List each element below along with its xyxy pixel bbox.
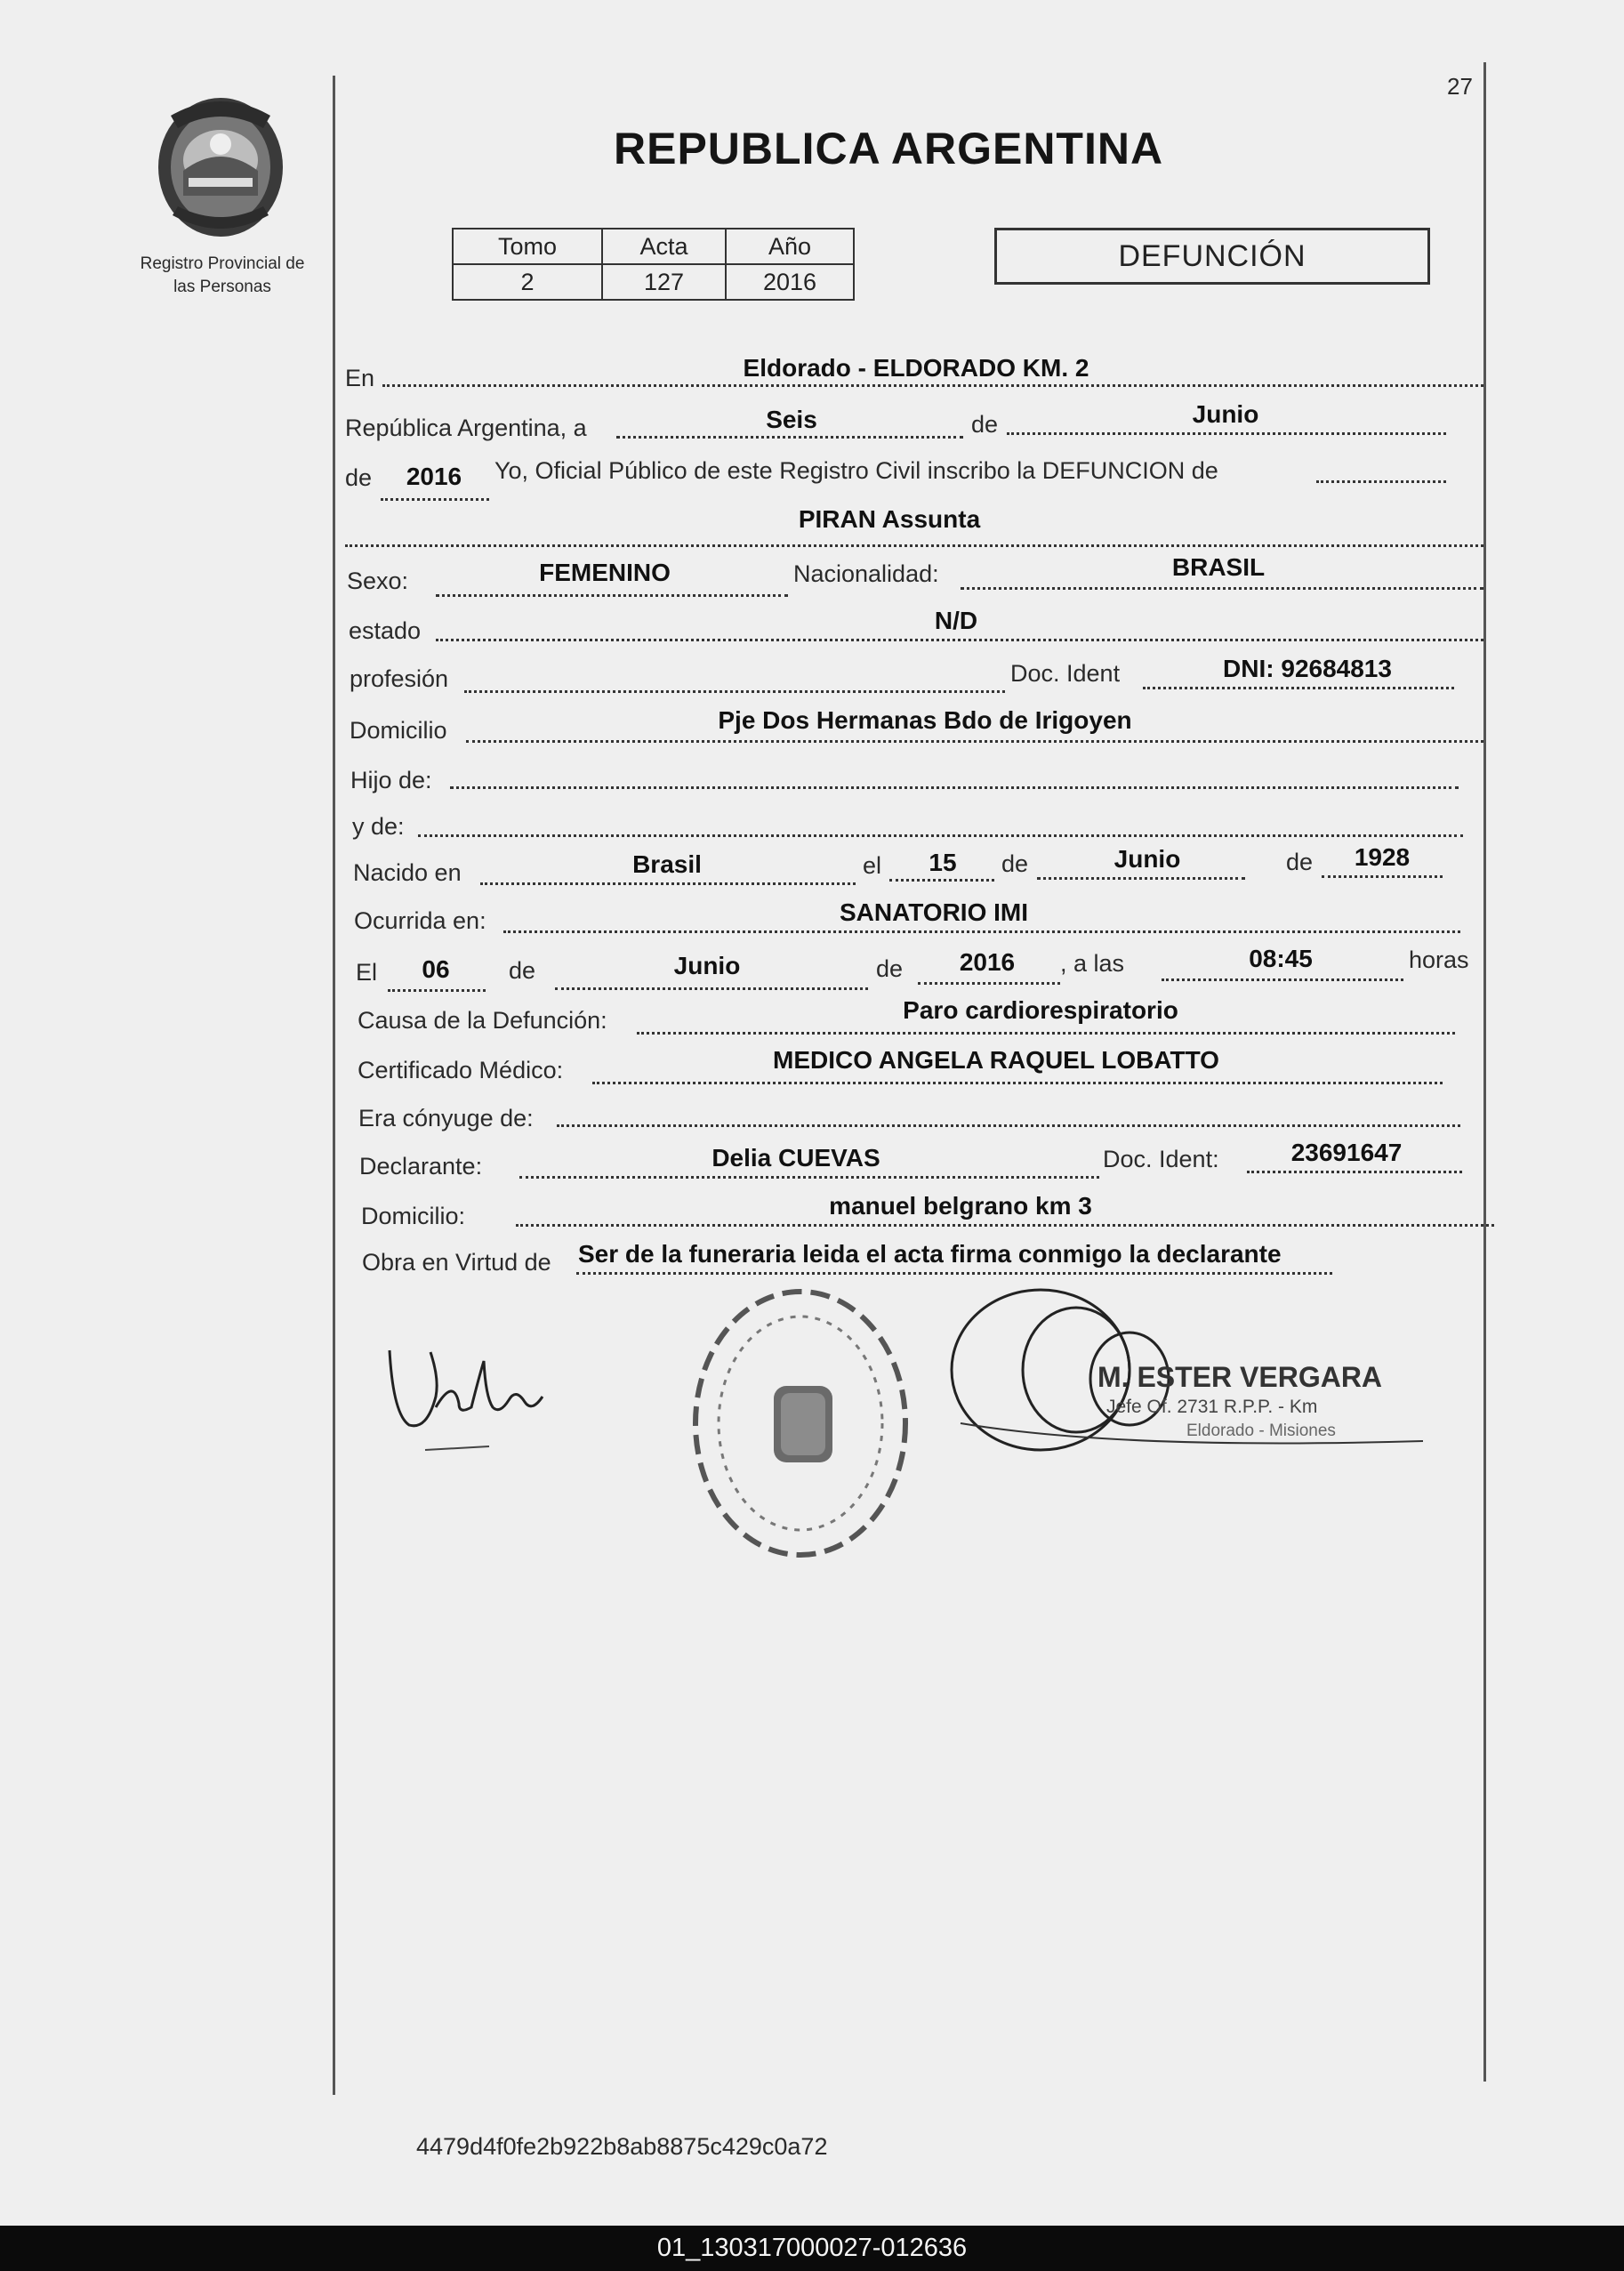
obra-value: Ser de la funeraria leida el acta firma conmigo la declarante bbox=[578, 1240, 1282, 1268]
page-number: 27 bbox=[1447, 73, 1473, 100]
nacionalidad-dotline bbox=[961, 587, 1483, 590]
register-table bbox=[452, 228, 855, 301]
a-las-label: , a las bbox=[1060, 950, 1125, 977]
province-seal bbox=[153, 89, 288, 240]
death-time-dotline bbox=[1162, 978, 1403, 981]
left-margin-line bbox=[333, 76, 335, 2095]
y-de-label: y de: bbox=[352, 813, 405, 840]
domicilio-value: Pje Dos Hermanas Bdo de Irigoyen bbox=[718, 706, 1132, 734]
name-dotline bbox=[345, 544, 1483, 547]
certificado-dotline bbox=[592, 1082, 1443, 1084]
estado-label: estado bbox=[349, 617, 422, 644]
deceased-name: PIRAN Assunta bbox=[798, 505, 981, 533]
de-label-5: de bbox=[509, 957, 536, 984]
officer-text: Yo, Oficial Público de este Registro Civil inscribo la DEFUNCION de bbox=[494, 457, 1218, 484]
month-value: Junio bbox=[1192, 400, 1259, 428]
month-dotline bbox=[1007, 432, 1446, 435]
domicilio-dotline bbox=[466, 740, 1483, 743]
certificado-value: MEDICO ANGELA RAQUEL LOBATTO bbox=[773, 1046, 1219, 1074]
death-day-value: 06 bbox=[422, 955, 450, 983]
hijo-de-dotline bbox=[450, 786, 1459, 789]
official-rubber-stamp bbox=[685, 1281, 925, 1566]
de-label-4: de bbox=[1286, 849, 1314, 875]
domicilio2-dotline bbox=[516, 1224, 1494, 1227]
ocurrida-en-value: SANATORIO IMI bbox=[839, 898, 1029, 926]
profesion-label: profesión bbox=[350, 665, 449, 692]
declarante-doc-dotline bbox=[1247, 1171, 1462, 1173]
birth-month-value: Junio bbox=[1113, 845, 1181, 873]
anio-header: Año bbox=[726, 229, 854, 264]
causa-label: Causa de la Defunción: bbox=[358, 1007, 607, 1034]
ocurrida-en-label: Ocurrida en: bbox=[354, 907, 486, 934]
conyuge-label: Era cónyuge de: bbox=[358, 1105, 534, 1131]
doc-ident-label: Doc. Ident bbox=[1010, 660, 1121, 687]
day-value: Seis bbox=[766, 406, 817, 433]
estado-dotline bbox=[436, 639, 1483, 641]
nacido-en-value: Brasil bbox=[632, 850, 702, 878]
declarant-signature bbox=[374, 1325, 569, 1459]
tomo-header: Tomo bbox=[453, 229, 602, 264]
doc-ident-dotline bbox=[1143, 687, 1454, 689]
record-type-box: DEFUNCIÓN bbox=[994, 228, 1430, 285]
death-month-value: Junio bbox=[673, 952, 741, 979]
officer-stamp-name: M. ESTER VERGARA bbox=[1097, 1361, 1383, 1393]
nacionalidad-label: Nacionalidad: bbox=[793, 560, 939, 587]
hijo-de-label: Hijo de: bbox=[350, 767, 432, 793]
declarante-value: Delia CUEVAS bbox=[712, 1144, 880, 1172]
death-time-value: 08:45 bbox=[1249, 945, 1313, 972]
nacido-en-dotline bbox=[480, 882, 856, 885]
death-day-dotline bbox=[388, 989, 486, 992]
de-label-6: de bbox=[876, 955, 904, 982]
el-label-1: el bbox=[863, 852, 882, 879]
death-month-dotline bbox=[555, 987, 868, 990]
ocurrida-en-dotline bbox=[503, 930, 1460, 933]
officer-stamp-line3: Eldorado - Misiones bbox=[1186, 1421, 1336, 1440]
sexo-value: FEMENINO bbox=[539, 559, 671, 586]
sexo-dotline bbox=[436, 594, 788, 597]
nacido-en-label: Nacido en bbox=[353, 859, 462, 886]
registry-name-line2: las Personas bbox=[173, 278, 271, 296]
declarante-doc-label: Doc. Ident: bbox=[1103, 1146, 1219, 1172]
profesion-dotline bbox=[464, 690, 1005, 693]
year-value: 2016 bbox=[406, 463, 462, 490]
birth-day-dotline bbox=[889, 879, 994, 882]
de-label-2: de bbox=[345, 464, 373, 491]
causa-dotline bbox=[637, 1032, 1455, 1035]
doc-ident-value: DNI: 92684813 bbox=[1223, 655, 1392, 682]
de-label-3: de bbox=[1001, 850, 1029, 877]
domicilio-label: Domicilio bbox=[350, 717, 447, 744]
obra-label: Obra en Virtud de bbox=[362, 1249, 551, 1276]
officer-dotline bbox=[1316, 480, 1446, 483]
en-label: En bbox=[345, 365, 375, 391]
birth-day-value: 15 bbox=[929, 849, 957, 876]
birth-month-dotline bbox=[1037, 877, 1245, 880]
y-de-dotline bbox=[418, 834, 1463, 837]
estado-value: N/D bbox=[934, 607, 978, 634]
registry-name-line1: Registro Provincial de bbox=[140, 254, 305, 273]
document-id-footer: 01_130317000027-012636 bbox=[0, 2226, 1624, 2271]
en-value: Eldorado - ELDORADO KM. 2 bbox=[743, 354, 1089, 382]
sexo-label: Sexo: bbox=[347, 568, 409, 594]
year-dotline bbox=[381, 498, 489, 501]
birth-year-value: 1928 bbox=[1354, 843, 1411, 871]
horas-label: horas bbox=[1409, 946, 1469, 973]
de-label-1: de bbox=[971, 411, 999, 438]
death-year-value: 2016 bbox=[959, 948, 1016, 976]
certificado-label: Certificado Médico: bbox=[358, 1057, 564, 1083]
tomo-value: 2 bbox=[453, 264, 602, 300]
declarante-label: Declarante: bbox=[359, 1153, 483, 1180]
document-hash: 4479d4f0fe2b922b8ab8875c429c0a72 bbox=[416, 2133, 828, 2160]
republica-label: República Argentina, a bbox=[345, 415, 587, 441]
day-dotline bbox=[616, 436, 963, 439]
acta-header: Acta bbox=[602, 229, 726, 264]
acta-value: 127 bbox=[602, 264, 726, 300]
domicilio2-label: Domicilio: bbox=[361, 1203, 466, 1229]
conyuge-dotline bbox=[557, 1124, 1460, 1127]
causa-value: Paro cardiorespiratorio bbox=[903, 996, 1178, 1024]
anio-value: 2016 bbox=[726, 264, 854, 300]
death-year-dotline bbox=[918, 982, 1060, 985]
declarante-doc-value: 23691647 bbox=[1290, 1139, 1403, 1166]
page-title: REPUBLICA ARGENTINA bbox=[614, 124, 1164, 173]
declarante-dotline bbox=[519, 1176, 1099, 1179]
officer-stamp-line2: Jefe Of. 2731 R.P.P. - Km bbox=[1106, 1397, 1318, 1417]
birth-year-dotline bbox=[1322, 875, 1443, 878]
domicilio2-value: manuel belgrano km 3 bbox=[829, 1192, 1092, 1220]
nacionalidad-value: BRASIL bbox=[1171, 553, 1266, 581]
en-dotline bbox=[382, 384, 1483, 387]
el-label-2: El bbox=[356, 959, 378, 986]
right-margin-line bbox=[1483, 62, 1486, 2082]
